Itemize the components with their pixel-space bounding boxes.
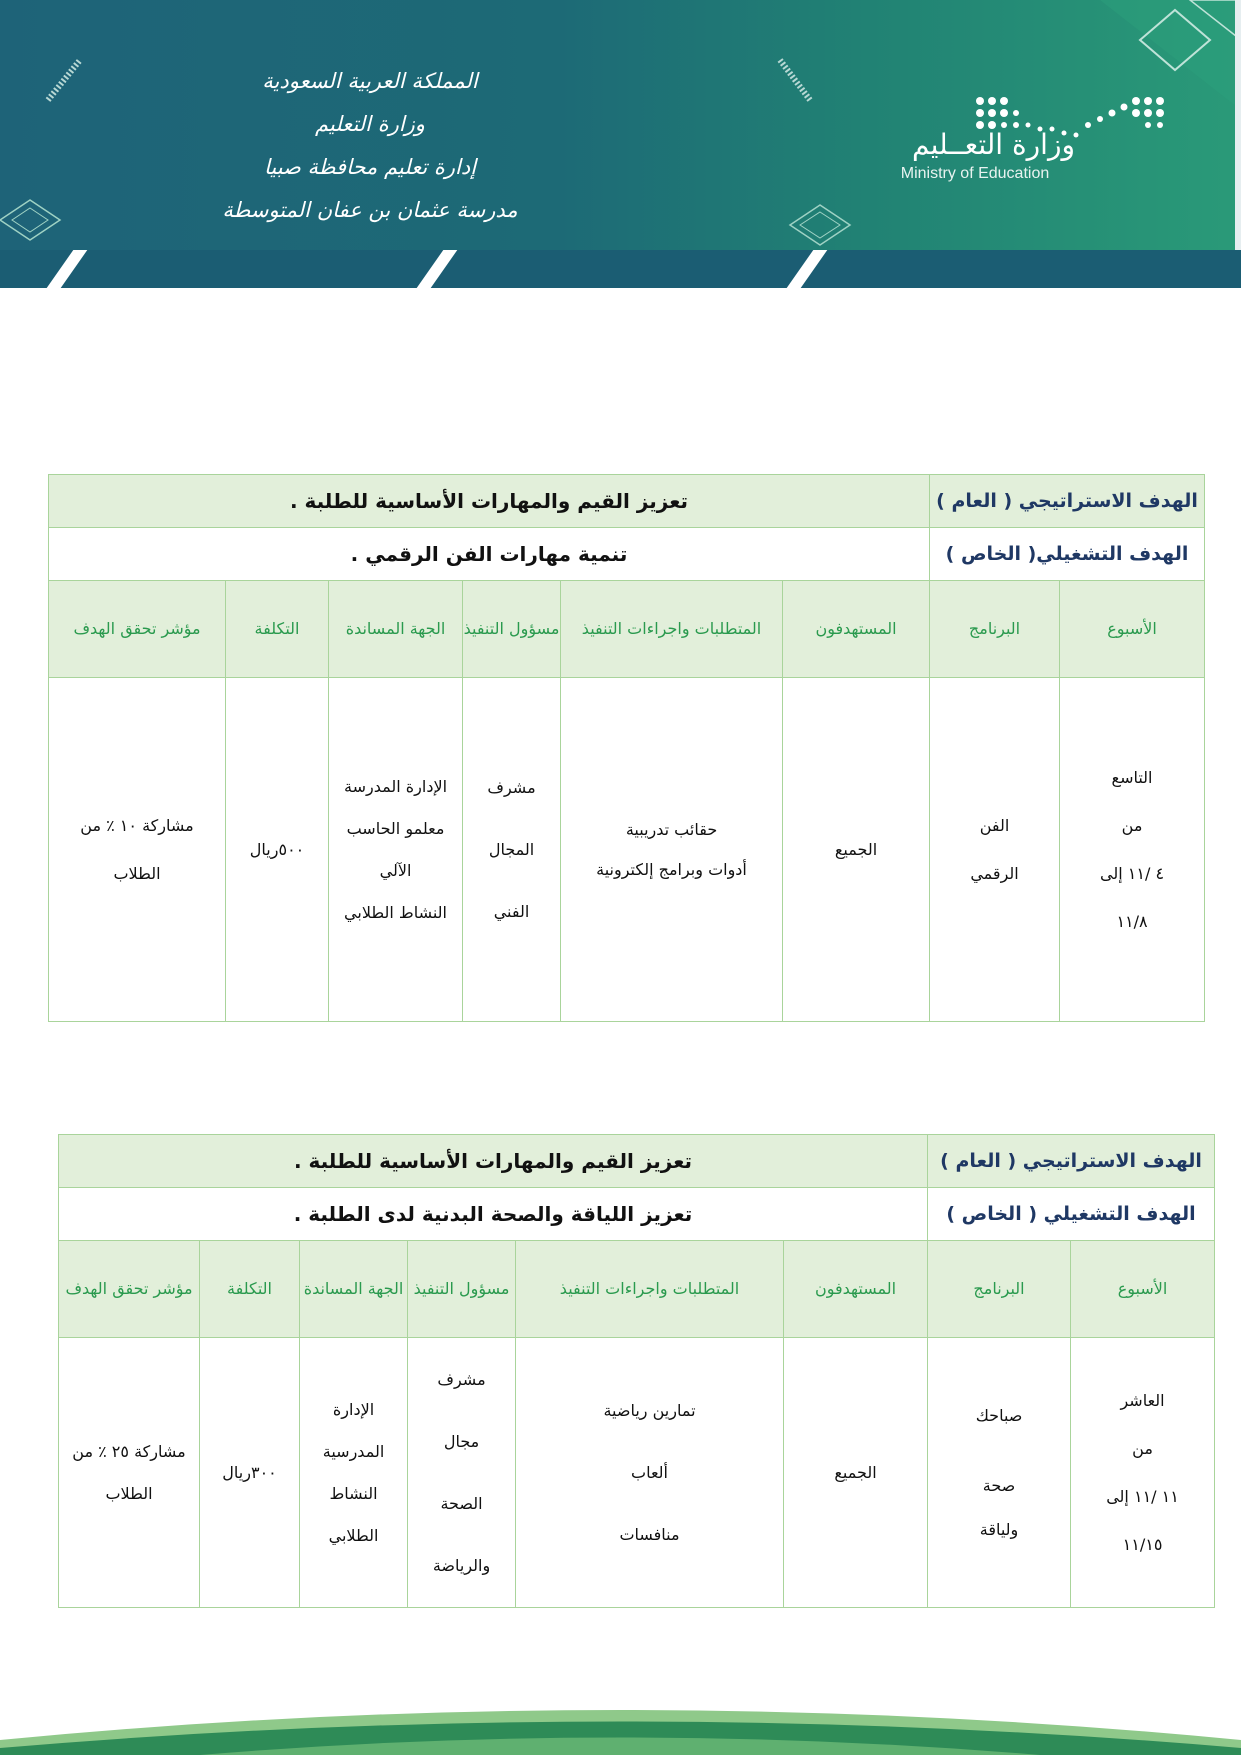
header-banner: [0, 0, 1241, 290]
col-cost: التكلفة: [200, 1241, 300, 1338]
col-program: البرنامج: [928, 1241, 1071, 1338]
banner-strip: [0, 250, 1241, 288]
col-indicator: مؤشر تحقق الهدف: [49, 581, 226, 678]
ministry-line: وزارة التعليم: [315, 112, 425, 136]
col-week: الأسبوع: [1060, 581, 1205, 678]
banner-edge: [1235, 0, 1241, 250]
cell-program: صباحك صحة ولياقة: [928, 1338, 1071, 1608]
col-support: الجهة المساندة: [300, 1241, 408, 1338]
strategic-goal-label: الهدف الاستراتيجي ( العام ): [930, 475, 1205, 528]
school-identity: [170, 70, 570, 242]
plan-table-1: [48, 474, 1205, 1022]
directorate-line: إدارة تعليم محافظة صبيا: [263, 155, 477, 179]
cell-target: الجميع: [784, 1338, 928, 1608]
footer-wave-decoration: [0, 1690, 1241, 1755]
col-target: المستهدفون: [783, 581, 930, 678]
ministry-name-arabic: وزارة التعــليم: [912, 128, 1075, 161]
cell-target: الجميع: [783, 678, 930, 1022]
col-support: الجهة المساندة: [329, 581, 463, 678]
cell-week: العاشر من ١١ /١١ إلى ١١/١٥: [1071, 1338, 1215, 1608]
col-cost: التكلفة: [226, 581, 329, 678]
col-responsible: مسؤول التنفيذ: [463, 581, 561, 678]
cell-responsible: مشرف مجال الصحة والرياضة: [408, 1338, 516, 1608]
col-week: الأسبوع: [1071, 1241, 1215, 1338]
cell-support: الإدارة المدرسة معلمو الحاسب الآلي النشاط الطلابي: [329, 678, 463, 1022]
operational-goal-text: تعزيز اللياقة والصحة البدنية لدى الطلبة .: [59, 1188, 928, 1241]
kingdom-line: المملكة العربية السعودية: [262, 69, 478, 93]
operational-goal-label: الهدف التشغيلي( الخاص ): [930, 528, 1205, 581]
cell-support: الإدارة المدرسية النشاط الطلابي: [300, 1338, 408, 1608]
plan-table-2: [58, 1134, 1215, 1608]
cell-indicator: مشاركة ١٠ ٪ من الطلاب: [49, 678, 226, 1022]
col-requirements: المتطلبات واجراءات التنفيذ: [516, 1241, 784, 1338]
strategic-goal-label: الهدف الاستراتيجي ( العام ): [928, 1135, 1215, 1188]
col-target: المستهدفون: [784, 1241, 928, 1338]
col-program: البرنامج: [930, 581, 1060, 678]
cell-indicator: مشاركة ٢٥ ٪ من الطلاب: [59, 1338, 200, 1608]
cell-cost: ٥٠٠ريال: [226, 678, 329, 1022]
strategic-goal-text: تعزيز القيم والمهارات الأساسية للطلبة .: [49, 475, 930, 528]
strategic-goal-text: تعزيز القيم والمهارات الأساسية للطلبة .: [59, 1135, 928, 1188]
cell-week: التاسع من ٤ /١١ إلى ١١/٨: [1060, 678, 1205, 1022]
cell-responsible: مشرف المجال الفني: [463, 678, 561, 1022]
operational-goal-text: تنمية مهارات الفن الرقمي .: [49, 528, 930, 581]
col-indicator: مؤشر تحقق الهدف: [59, 1241, 200, 1338]
cell-program: الفن الرقمي: [930, 678, 1060, 1022]
cell-requirements: تمارين رياضية ألعاب منافسات: [516, 1338, 784, 1608]
col-requirements: المتطلبات واجراءات التنفيذ: [561, 581, 783, 678]
col-responsible: مسؤول التنفيذ: [408, 1241, 516, 1338]
cell-cost: ٣٠٠ريال: [200, 1338, 300, 1608]
ministry-name-english: Ministry of Education: [900, 165, 1050, 182]
school-name-line: مدرسة عثمان بن عفان المتوسطة: [222, 198, 518, 222]
cell-requirements: حقائب تدريبية أدوات وبرامج إلكترونية: [561, 678, 783, 1022]
operational-goal-label: الهدف التشغيلي ( الخاص ): [928, 1188, 1215, 1241]
